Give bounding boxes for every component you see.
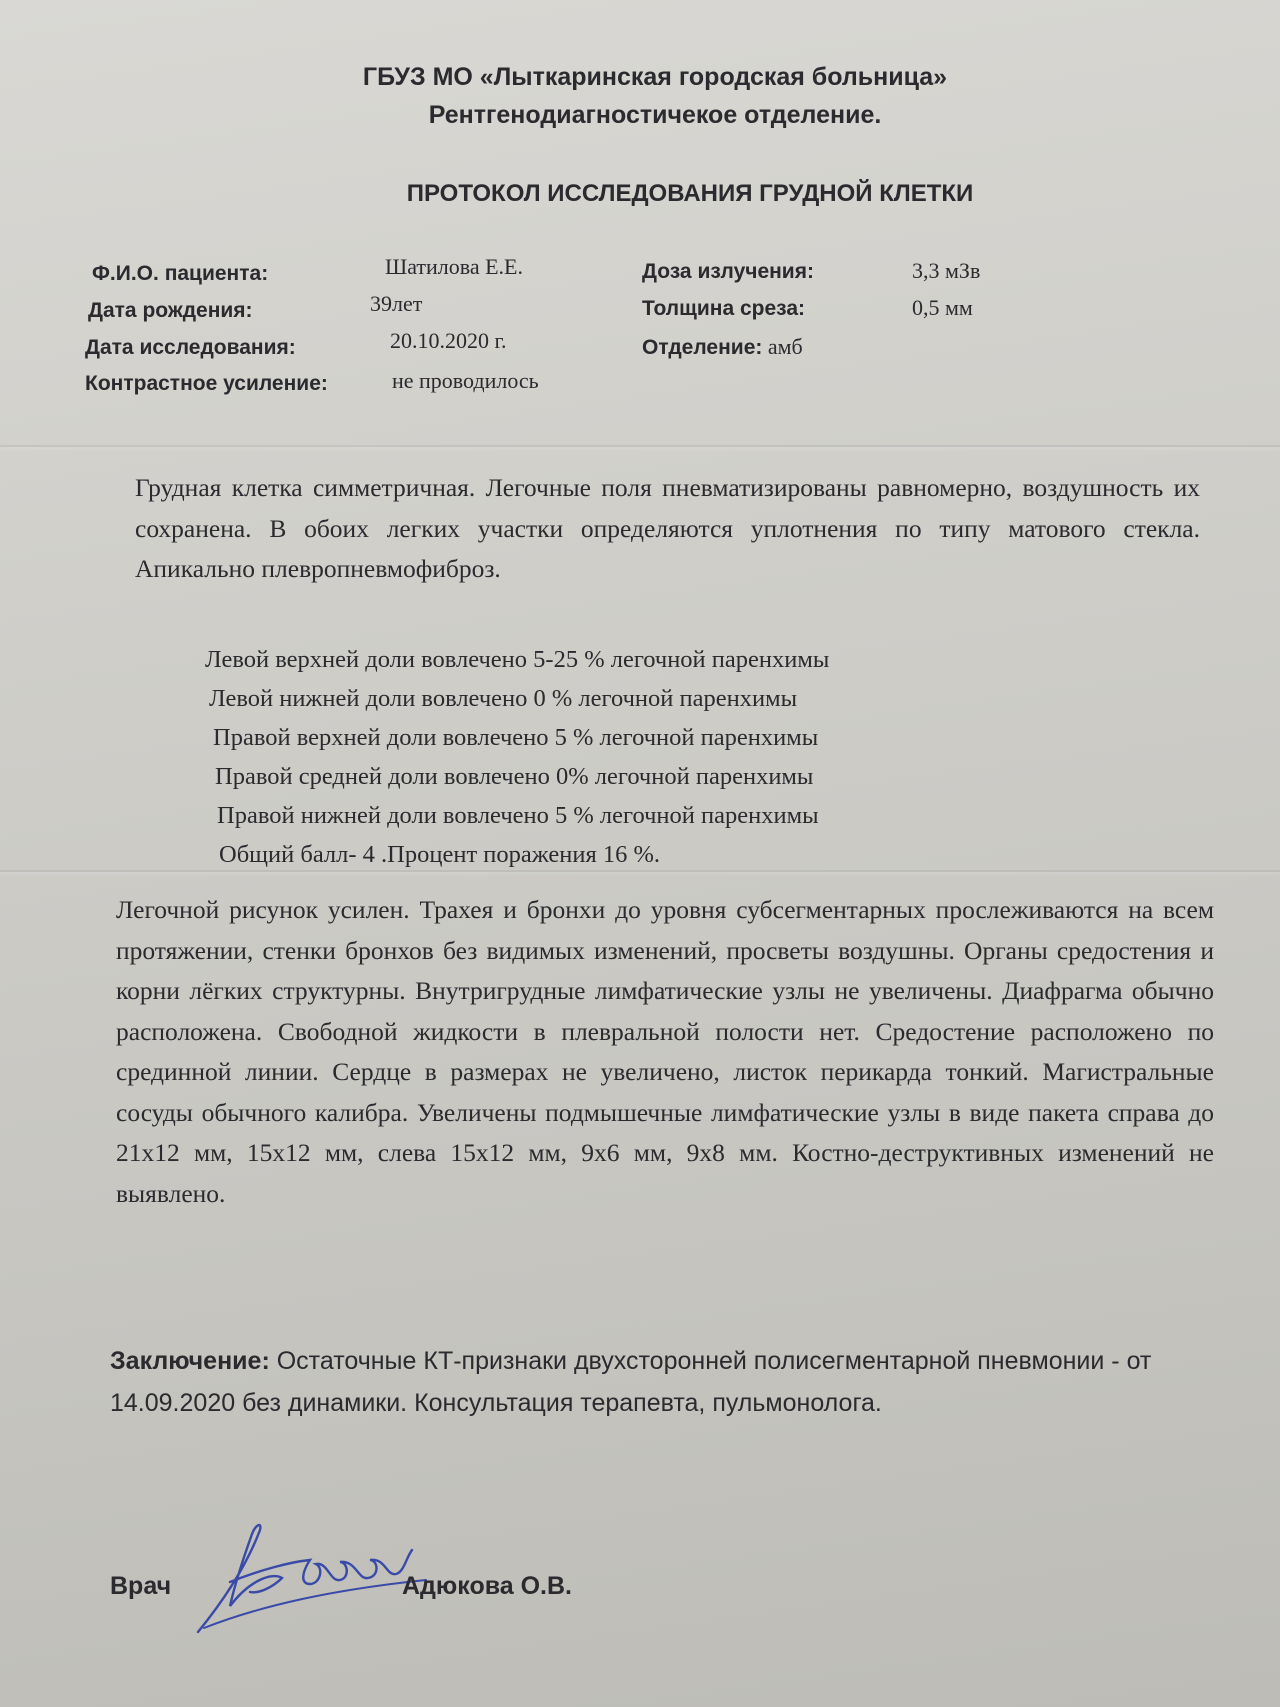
lobe-left-lower: Левой нижней доли вовлечено 0 % легочной паренхимы [209,685,798,712]
dept-row [642,334,803,360]
patient-name-row [92,260,268,286]
findings-paragraph-1: Грудная клетка симметричная. Легочные поля пневматизированы равномерно, воздушность их сохранена. В обоих легких участки определяются уплотнения по типу матового стекла. Апикально плевропневмофиброз. [135,473,1200,583]
dose-value: 3,3 мЗв [912,258,981,283]
dob-row [88,297,253,323]
findings-paragraph-2: Легочной рисунок усилен. Трахея и бронхи до уровня субсегментарных прослеживаются на всем протяжении, стенки бронхов без видимых изменений, просветы воздушны. Органы средостения и корни лёгких структурны. Внутригрудные лимфатические узлы не увеличены. Диафрагма обычно расположена. Свободной жидкости в плевральной полости нет. Средостение расположено по срединной линии. Сердце в размерах не увеличено, листок перикарда тонкий. Магистральные сосуды обычного калибра. Увеличены подмышечные лимфатические узлы в виде пакета справа до 21х12 мм, 15х12 мм, слева 15х12 мм, 9х6 мм, 9х8 мм. Костно-деструктивных изменений не выявлено. [116,895,1214,1208]
department-name: Рентгенодиагностичекое отделение. [428,101,882,129]
dob-label: Дата рождения: [88,299,253,322]
patient-name-label: Ф.И.О. пациента: [92,262,269,285]
lobe-involvement-list [205,640,829,874]
dose-label: Доза излучения: [642,260,814,283]
lobe-right-upper: Правой верхней доли вовлечено 5 % легочной паренхимы [213,724,819,751]
institution-name: ГБУЗ МО «Лыткаринская городская больница» [362,63,948,91]
exam-date-value: 20.10.2020 г. [390,328,507,353]
exam-date-label: Дата исследования: [85,336,296,359]
dose-row [642,258,814,284]
contrast-label: Контрастное усиление: [85,372,328,395]
dept-value: амб [767,334,803,359]
lobe-left-upper: Левой верхней доли вовлечено 5-25 % легочной паренхимы [205,646,830,673]
slice-value: 0,5 мм [912,295,973,320]
lobe-right-lower: Правой нижней доли вовлечено 5 % легочной паренхимы [217,802,819,829]
document-header [0,58,1280,134]
exam-date-row [85,334,296,360]
total-score: Общий балл- 4 .Процент поражения 16 %. [219,841,661,868]
doctor-name: Адюкова О.В. [402,1572,573,1600]
contrast-row [85,370,328,396]
conclusion [110,1340,1180,1424]
protocol-title: ПРОТОКОЛ ИССЛЕДОВАНИЯ ГРУДНОЙ КЛЕТКИ [406,180,974,207]
paper-fold [0,445,1280,447]
contrast-value: не проводилось [392,368,539,393]
conclusion-text: Остаточные КТ-признаки двухсторонней полисегментарной пневмонии - от 14.09.2020 без динамики. Консультация терапевта, пульмонолога. [110,1347,1152,1417]
handwritten-signature-icon [190,1510,430,1640]
dept-label: Отделение: [642,336,763,359]
slice-row [642,295,805,321]
lobe-right-middle: Правой средней доли вовлечено 0% легочной паренхимы [215,763,814,790]
doctor-label: Врач [110,1572,172,1600]
patient-name-value: Шатилова Е.Е. [385,254,523,279]
dob-value: 39лет [370,291,423,316]
conclusion-label: Заключение: [110,1347,270,1375]
slice-label: Толщина среза: [642,297,805,320]
